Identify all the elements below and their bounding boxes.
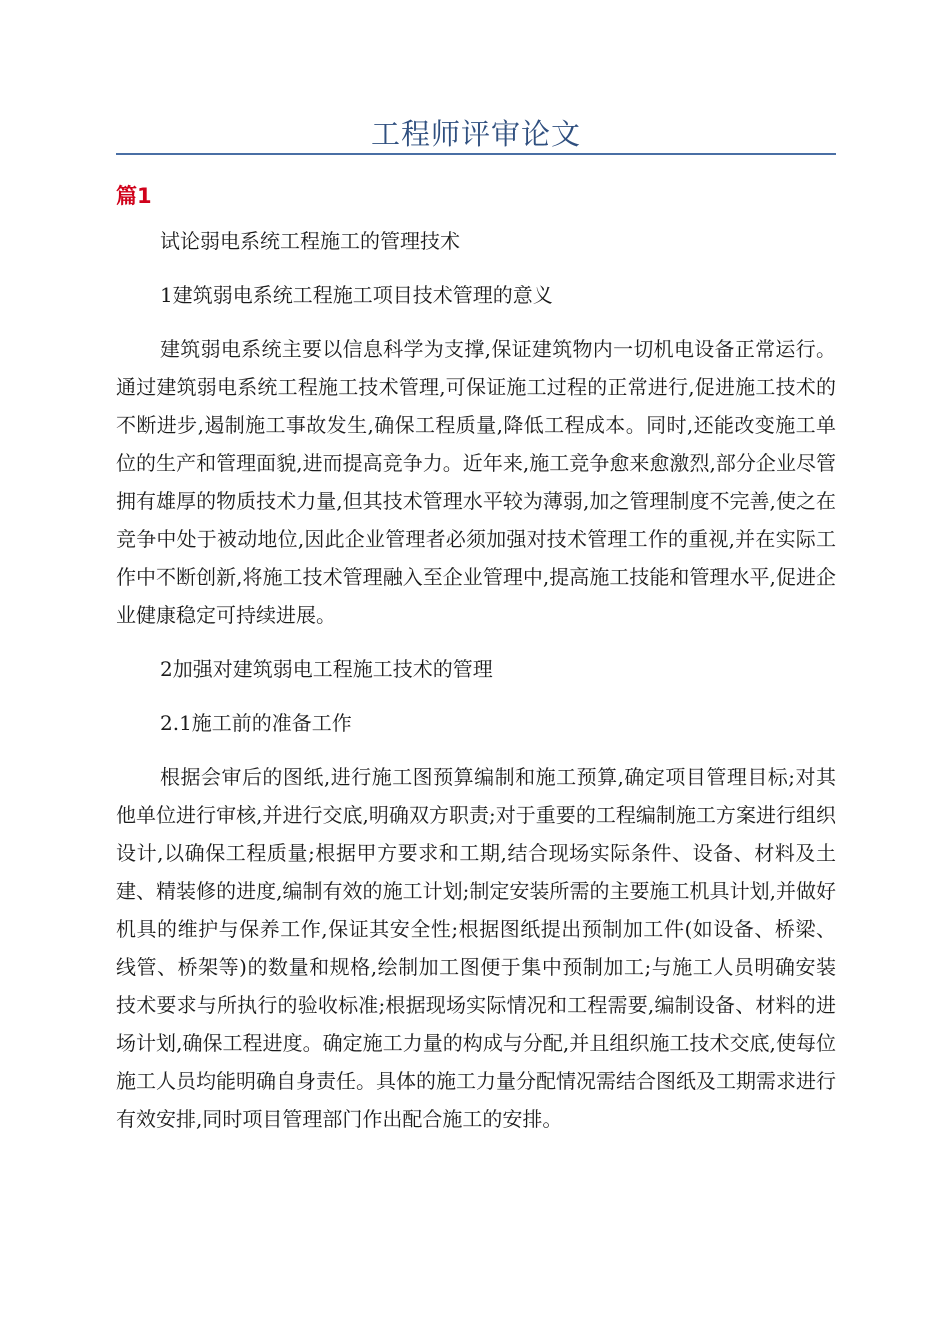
paragraph-heading-2: 2加强对建筑弱电工程施工技术的管理 — [160, 657, 493, 681]
document-title: 工程师评审论文 — [370, 117, 581, 151]
document-body — [116, 222, 836, 1138]
paragraph-body: 根据会审后的图纸,进行施工图预算编制和施工预算,确定项目管理目标;对其他单位进行审核,并进行交底,明确双方职责;对于重要的工程编制施工方案进行组织设计,以确保工程质量;根据甲方要求和工期,结合现场实际条件、设备、材料及土建、精装修的进度,编制有效的施工计划;制定安装所需的主要施工机具计划,并做好机具的维护与保养工作,保证其安全性;根据图纸提出预制加工件(如设备、桥梁、线管、桥架等)的数量和规格,绘制加工图便于集中预制加工;与施工人员明确安装技术要求与所执行的验收标准;根据现场实际情况和工程需要,编制设备、材料的进场计划,确保工程进度。确定施工力量的构成与分配,并且组织施工技术交底,使每位施工人员均能明确自身责任。具体的施工力量分配情况需结合图纸及工期需求进行有效安排,同时项目管理部门作出配合施工的安排。 — [116, 765, 836, 1131]
title-divider — [116, 153, 836, 155]
paragraph-heading-2-1: 2.1施工前的准备工作 — [160, 711, 352, 735]
paragraph-heading-1: 1建筑弱电系统工程施工项目技术管理的意义 — [160, 283, 553, 307]
section-label: 篇1 — [116, 184, 152, 208]
paragraph-body: 建筑弱电系统主要以信息科学为支撑,保证建筑物内一切机电设备正常运行。通过建筑弱电系统工程施工技术管理,可保证施工过程的正常进行,促进施工技术的不断进步,遏制施工事故发生,确保工程质量,降低工程成本。同时,还能改变施工单位的生产和管理面貌,进而提高竞争力。近年来,施工竞争愈来愈激烈,部分企业尽管拥有雄厚的物质技术力量,但其技术管理水平较为薄弱,加之管理制度不完善,使之在竞争中处于被动地位,因此企业管理者必须加强对技术管理工作的重视,并在实际工作中不断创新,将施工技术管理融入至企业管理中,提高施工技能和管理水平,促进企业健康稳定可持续进展。 — [116, 337, 836, 627]
paragraph-title: 试论弱电系统工程施工的管理技术 — [160, 229, 460, 253]
